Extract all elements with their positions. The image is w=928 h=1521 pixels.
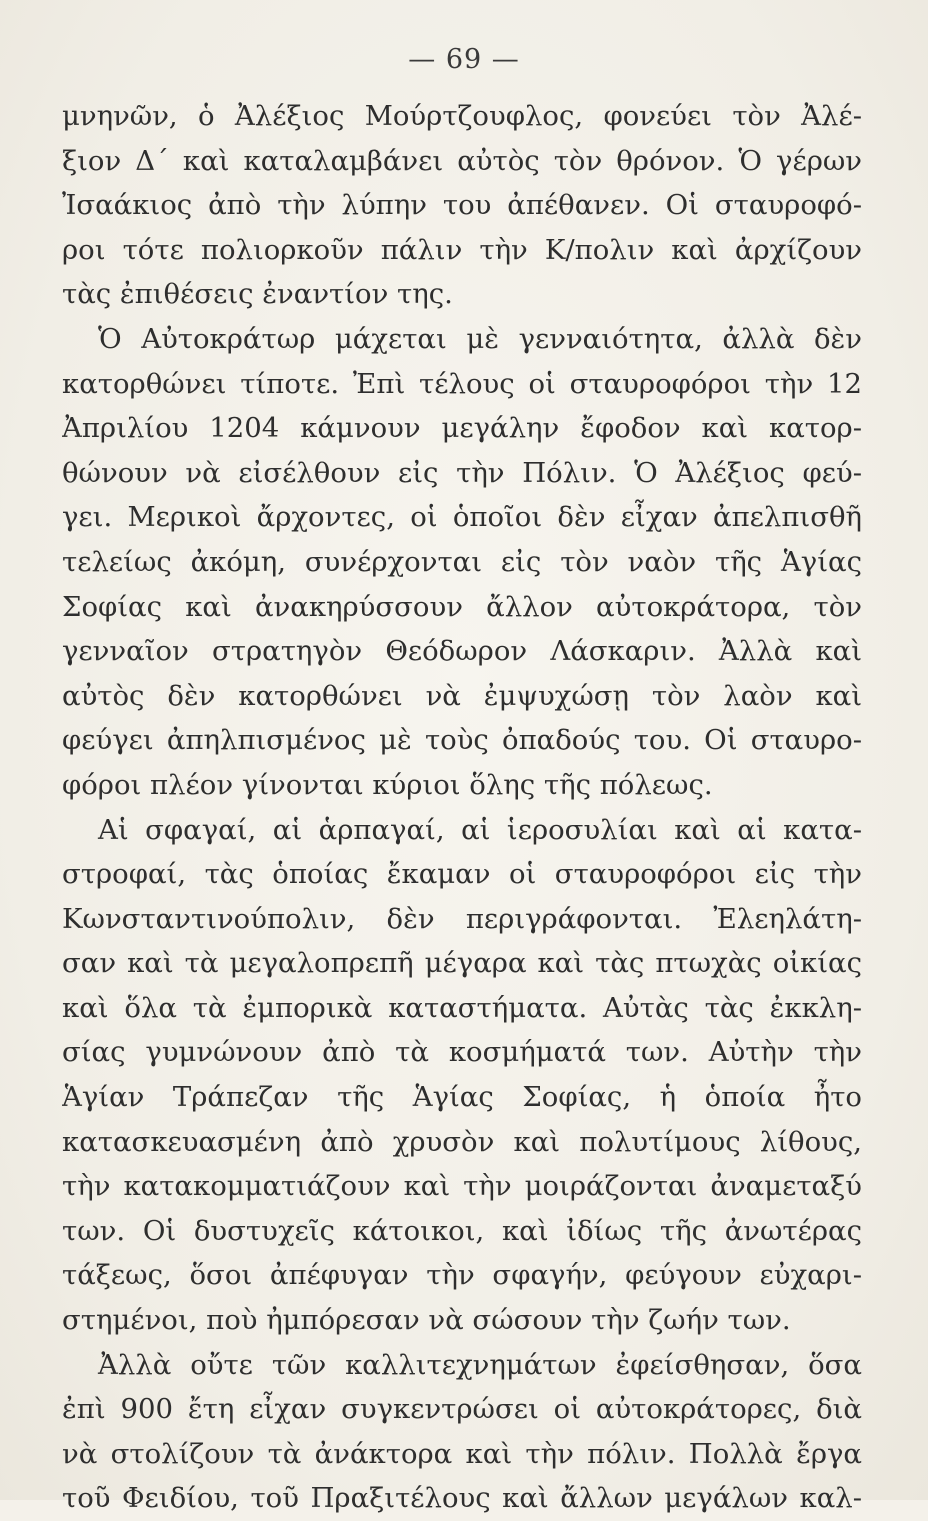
text-line: φεύγει ἀπηλπισμένος μὲ τοὺς ὀπαδούς του. Οἱ σταυρο-	[62, 724, 862, 757]
text-line: Κωνσταντινούπολιν, δὲν περιγράφονται. Ἐλεηλάτη-	[62, 902, 862, 935]
text-line: γενναῖον στρατηγὸν Θεόδωρον Λάσκαριν. Ἀλλὰ καὶ	[62, 635, 862, 668]
text-line: τοῦ Φειδίου, τοῦ Πραξιτέλους καὶ ἄλλων μεγάλων καλ-	[62, 1482, 862, 1515]
paragraph-2	[62, 317, 862, 808]
text-line: ἐπὶ 900 ἔτη εἶχαν συγκεντρώσει οἱ αὐτοκράτορες, διὰ	[62, 1393, 862, 1426]
text-line: τάξεως, ὅσοι ἀπέφυγαν τὴν σφαγήν, φεύγουν εὐχαρι-	[62, 1259, 862, 1292]
text-line: θώνουν νὰ εἰσέλθουν εἰς τὴν Πόλιν. Ὁ Ἀλέξιος φεύ-	[62, 456, 862, 489]
paragraph-4	[62, 1343, 862, 1521]
body-text	[62, 94, 862, 1521]
text-line: κατασκευασμένη ἀπὸ χρυσὸν καὶ πολυτίμους λίθους,	[62, 1125, 862, 1158]
text-line: καὶ ὅλα τὰ ἐμπορικὰ καταστήματα. Αὐτὰς τὰς ἐκκλη-	[62, 991, 862, 1024]
text-line: Ἁγίαν Τράπεζαν τῆς Ἁγίας Σοφίας, ἡ ὁποία ἦτο	[62, 1081, 862, 1114]
paragraph-1	[62, 94, 862, 317]
text-line: φόροι πλέον γίνονται κύριοι ὅλης τῆς πόλεως.	[62, 768, 713, 801]
text-line: Αἱ σφαγαί, αἱ ἁρπαγαί, αἱ ἱεροσυλίαι καὶ αἱ κατα-	[98, 813, 862, 846]
text-line: ξιον Δ΄ καὶ καταλαμβάνει αὐτὸς τὸν θρόνον. Ὁ γέρων	[62, 144, 862, 177]
text-line: των. Οἱ δυστυχεῖς κάτοικοι, καὶ ἰδίως τῆς ἀνωτέρας	[62, 1214, 862, 1247]
text-line: στροφαί, τὰς ὁποίας ἔκαμαν οἱ σταυροφόροι εἰς τὴν	[62, 858, 862, 891]
text-line: μνηνῶν, ὁ Ἀλέξιος Μούρτζουφλος, φονεύει τὸν Ἀλέ-	[62, 100, 862, 132]
text-line: Ὁ Αὐτοκράτωρ μάχεται μὲ γενναιότητα, ἀλλὰ δὲν	[98, 322, 862, 355]
text-line: σαν καὶ τὰ μεγαλοπρεπῆ μέγαρα καὶ τὰς πτωχὰς οἰκίας	[62, 947, 862, 980]
text-line: τελείως ἀκόμη, συνέρχονται εἰς τὸν ναὸν τῆς Ἁγίας	[62, 545, 862, 578]
text-line: Ἰσαάκιος ἀπὸ τὴν λύπην του ἀπέθανεν. Οἱ σταυροφό-	[62, 189, 862, 222]
page-number: — 69 —	[408, 44, 520, 75]
text-line: νὰ στολίζουν τὰ ἀνάκτορα καὶ τὴν πόλιν. Πολλὰ ἔργα	[62, 1437, 862, 1470]
text-line: τὰς ἐπιθέσεις ἐναντίον της.	[62, 278, 453, 311]
text-line: Σοφίας καὶ ἀνακηρύσσουν ἄλλον αὐτοκράτορα, τὸν	[62, 590, 862, 623]
text-line: τὴν κατακομματιάζουν καὶ τὴν μοιράζονται ἀναμεταξύ	[62, 1170, 862, 1203]
text-line: αὐτὸς δὲν κατορθώνει νὰ ἐμψυχώσῃ τὸν λαὸν καὶ	[62, 679, 862, 712]
text-line: στημένοι, ποὺ ἠμπόρεσαν νὰ σώσουν τὴν ζωήν των.	[62, 1304, 791, 1337]
text-line: σίας γυμνώνουν ἀπὸ τὰ κοσμήματά των. Αὐτὴν τὴν	[62, 1036, 862, 1069]
paragraph-3	[62, 808, 862, 1343]
text-line: γει. Μερικοὶ ἄρχοντες, οἱ ὁποῖοι δὲν εἶχαν ἀπελπισθῆ	[62, 501, 862, 534]
text-line: ροι τότε πολιορκοῦν πάλιν τὴν Κ/πολιν καὶ ἀρχίζουν	[62, 233, 862, 266]
text-line: Ἀπριλίου 1204 κάμνουν μεγάλην ἔφοδον καὶ κατορ-	[62, 412, 862, 445]
text-line: Ἀλλὰ οὔτε τῶν καλλιτεχνημάτων ἐφείσθησαν, ὅσα	[98, 1348, 862, 1381]
text-line: κατορθώνει τίποτε. Ἐπὶ τέλους οἱ σταυροφόροι τὴν 12	[62, 367, 862, 400]
